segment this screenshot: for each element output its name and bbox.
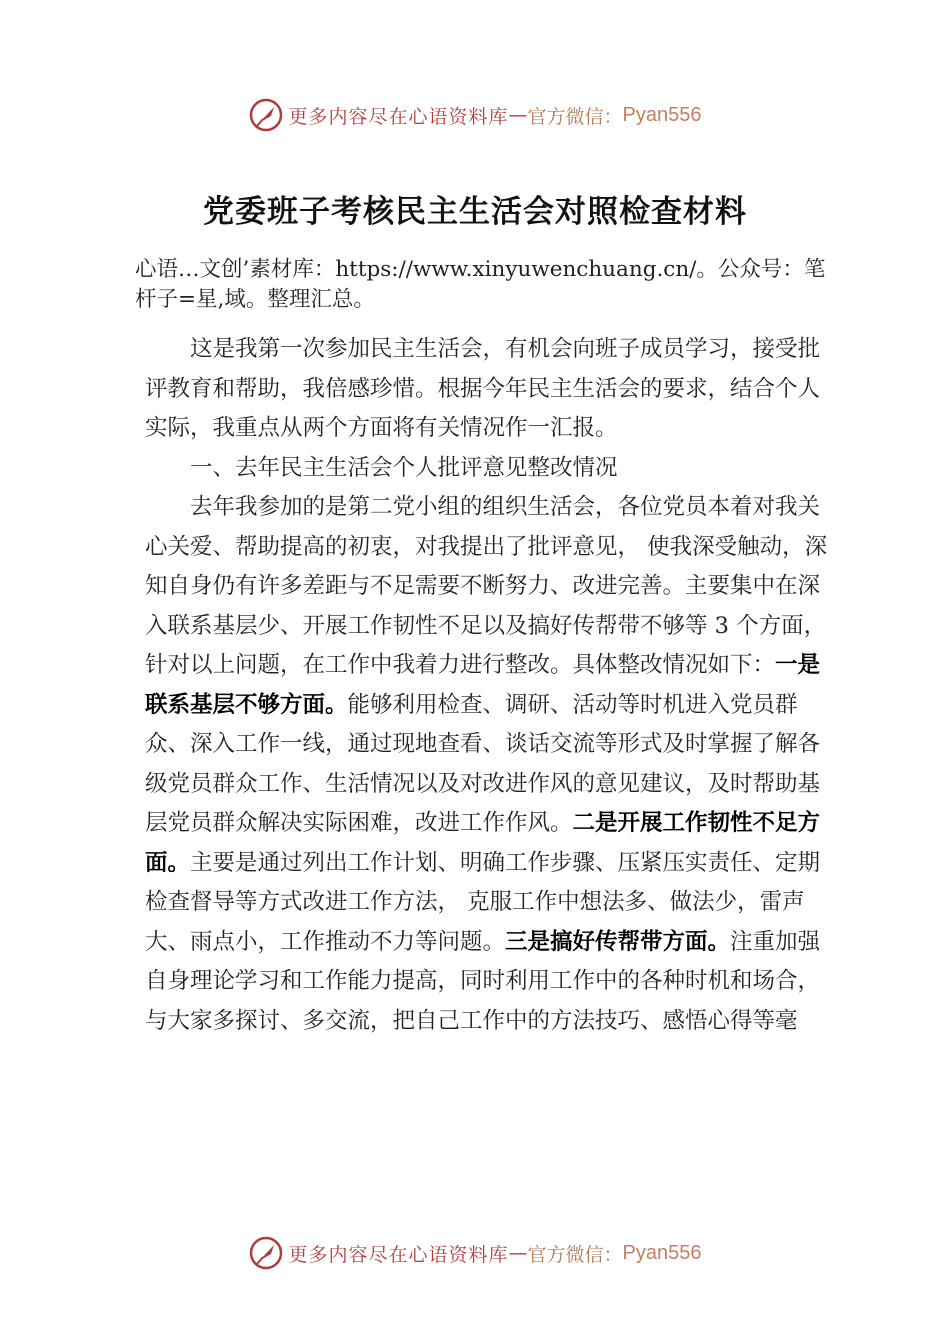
banner-handle: Pyan556 [622, 1241, 702, 1264]
point-3-heading: 三是搞好传帮带方面。 [505, 928, 731, 955]
footer-banner [0, 1233, 950, 1273]
banner-handle: Pyan556 [622, 103, 702, 126]
point-2-text: 主要是通过列出工作计划、明确工作步骤、压紧压实责任、定期检查督导等方式改进工作方法， 克服工作中想法多、做法少，雷声大、雨点小，工作推动不力等问题。 [145, 849, 821, 955]
document-body [145, 330, 835, 1041]
banner-wechat-label: 官方微信： [527, 1243, 623, 1266]
section-text: 去年我参加的是第二党小组的组织生活会，各位党员本着对我关心关爱、帮助提高的初衷，对我提出了批评意见， 使我深受触动，深知自身仍有许多差距与不足需要不断努力、改进完善。主要集中在深入联系基层少、开展工作韧性不足以及搞好传帮带不够等 3 个方面，针对以上问题，在工作中我着力进行整改。具体整改情况如下： [145, 494, 828, 678]
quill-logo-icon [249, 98, 283, 132]
quill-logo-icon [249, 1236, 283, 1270]
point-1-text: 能够利用检查、调研、活动等时机进入党员群众、深入工作一线，通过现地查看、谈话交流等形式及时掌握了解各级党员群众工作、生活情况以及对改进作风的意见建议，及时帮助基层党员群众解决实际困难，改进工作作风。 [145, 691, 821, 836]
banner-text: 更多内容尽在心语资料库 [288, 1243, 509, 1266]
point-1-heading: 一是联系基层不够方面。 [145, 652, 821, 718]
document-title: 党委班子考核民主生活会对照检查材料 [203, 194, 747, 230]
point-3-text: 注重加强自身理论学习和工作能力提高，同时利用工作中的各种时机和场合，与大家多探讨、多交流，把自己工作中的方法技巧、感悟心得等毫 [145, 928, 821, 1034]
point-2-heading: 二是开展工作韧性不足方面。 [145, 810, 821, 876]
banner-text: 更多内容尽在心语资料库 [288, 105, 509, 128]
intro-paragraph: 这是我第一次参加民主生活会，有机会向班子成员学习，接受批评教育和帮助，我倍感珍惜。根据今年民主生活会的要求，结合个人实际，我重点从两个方面将有关情况作一汇报。 [145, 336, 821, 441]
banner-wechat-label: 官方微信： [527, 105, 623, 128]
banner-separator: — [508, 104, 528, 126]
source-line: 心语…文创’素材库：https://www.xinyuwenchuang.cn/。公众号：笔杆子=星,域。整理汇总。 [135, 257, 826, 312]
header-banner [0, 95, 950, 135]
section-paragraph [145, 488, 835, 1041]
banner-separator: — [508, 1242, 528, 1264]
section-heading: 一、去年民主生活会个人批评意见整改情况 [190, 454, 618, 481]
